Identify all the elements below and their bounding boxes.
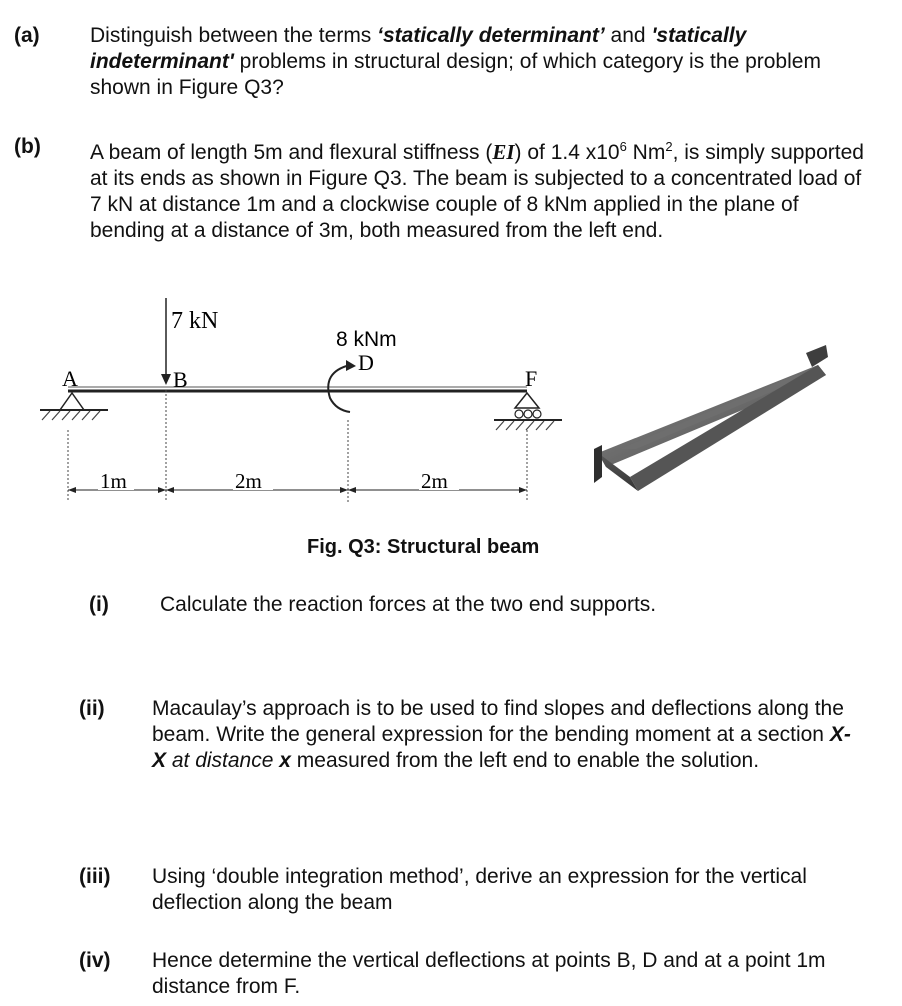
sub-ii-text: Macaulay’s approach is to be used to find slopes and deflections along the beam. Write the general expression for the bending moment at a section X-X at distance x measured from the left end to enable the solution. (152, 697, 851, 772)
couple-arrow (328, 365, 350, 412)
left-pin-support (40, 393, 108, 420)
part-a-label: (a) (14, 24, 40, 47)
sub-iii-text: Using ‘double integration method’, derive an expression for the vertical deflection along the beam (152, 865, 807, 914)
right-roller-support (494, 393, 562, 430)
sub-iv-label: (iv) (79, 949, 111, 972)
sub-i-label: (i) (89, 593, 109, 616)
sub-ii-label: (ii) (79, 697, 105, 720)
point-d-label: D (358, 350, 374, 375)
sub-iii-label: (iii) (79, 865, 111, 888)
channel-beam-illustration (590, 345, 835, 505)
figure-caption: Fig. Q3: Structural beam (307, 536, 540, 558)
point-b-label: B (173, 367, 188, 392)
couple-label: 8 kNm (336, 328, 397, 351)
sub-i-text: Calculate the reaction forces at the two end supports. (160, 593, 657, 616)
dimension-3-label: 2m (421, 469, 448, 493)
dimension-2-label: 2m (235, 469, 262, 493)
point-f-label: F (525, 366, 538, 391)
part-a-text: Distinguish between the terms ‘statically determinant’ and 'statically indeterminant' problems in structural design; of which category is the problem shown in Figure Q3? (90, 24, 821, 99)
part-b-label: (b) (14, 135, 41, 158)
load-arrow-head (161, 374, 171, 385)
point-a-label: A (62, 366, 78, 391)
couple-arrow-head (346, 360, 356, 371)
beam-figure (0, 290, 600, 515)
part-b-text: A beam of length 5m and flexural stiffness (EI) of 1.4 $x10^6$ Nm$^2$, is simply supported at its ends as shown in Figure Q3. The beam is subjected to a concentrated load of 7 kN at distance 1m and a clockwise couple of 8 kNm applied in the plane of bending at a distance of 3m, both measured from the left end. (90, 139, 864, 242)
load-label: 7 kN (171, 308, 219, 334)
dimension-1-label: 1m (100, 469, 127, 493)
sub-iv-text: Hence determine the vertical deflections at points B, D and at a point 1m distance from F. (152, 949, 826, 998)
